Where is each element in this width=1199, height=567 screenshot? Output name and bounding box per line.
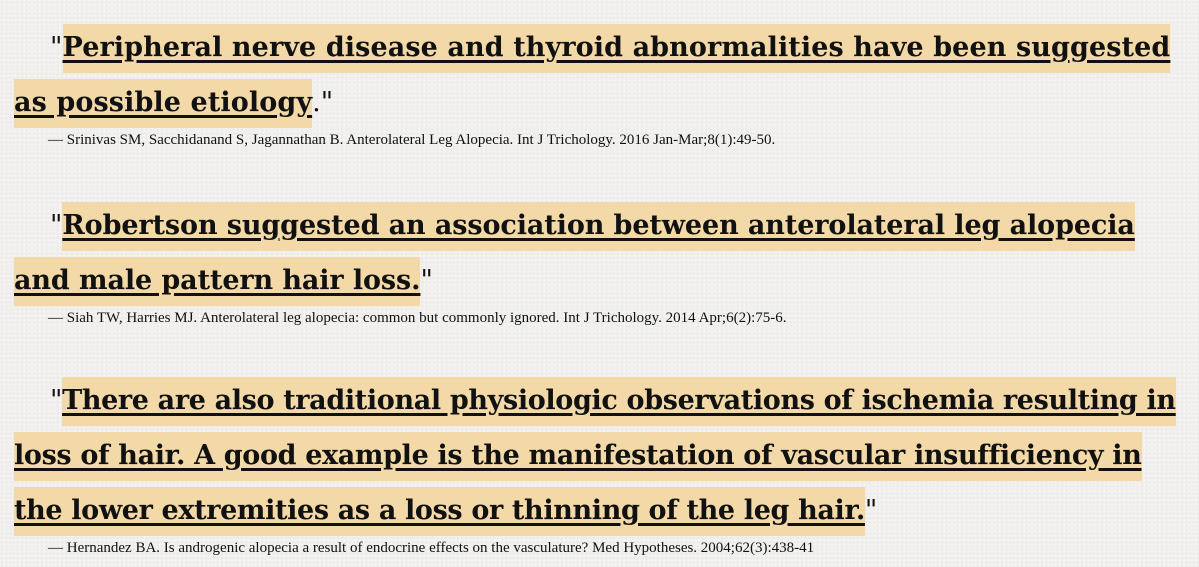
highlighted-quote: There are also traditional physiologic observations of ischemia resulting in loss of hair. A good example is the manifestation of vascular insufficiency in the lower extremities as a loss or thinning of the leg hair. [14, 377, 1176, 536]
close-quote-mark: " [420, 265, 433, 296]
highlighted-quote: Robertson suggested an association between anterolateral leg alopecia and male pattern hair loss. [14, 202, 1135, 306]
quote-block-2 [0, 198, 1199, 328]
citation-1: — Srinivas SM, Sacchidanand S, Jagannathan B. Anterolateral Leg Alopecia. Int J Trichology. 2016 Jan-Mar;8(1):49-50. [48, 132, 776, 148]
close-quote-mark: " [320, 87, 334, 118]
quote-text-2 [0, 198, 1199, 308]
open-quote-mark: " [50, 210, 63, 241]
open-quote-mark: " [50, 385, 63, 416]
quote-block-3 [0, 373, 1199, 558]
quote-block-1 [0, 20, 1199, 150]
open-quote-mark: " [50, 32, 63, 63]
highlighted-quote: Peripheral nerve disease and thyroid abnormalities have been suggested as possible etiology [14, 24, 1170, 128]
quote-trailing: . [312, 87, 321, 118]
citation-2: — Siah TW, Harries MJ. Anterolateral leg alopecia: common but commonly ignored. Int J Trichology. 2014 Apr;6(2):75-6. [48, 310, 787, 326]
citation-3: — Hernandez BA. Is androgenic alopecia a result of endocrine effects on the vasculature? Med Hypotheses. 2004;62(3):438-41 [48, 540, 815, 556]
quote-text-3 [0, 373, 1199, 538]
quote-text-1 [0, 20, 1199, 130]
close-quote-mark: " [864, 495, 877, 526]
